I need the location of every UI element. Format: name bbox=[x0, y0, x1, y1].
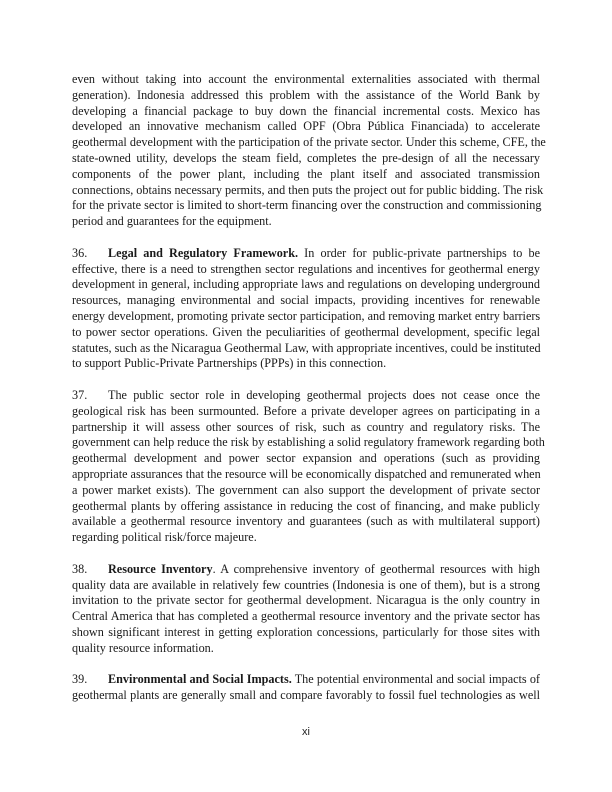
text-line: for the private sector is limited to short-term financing over the construction and commissioning bbox=[72, 198, 542, 213]
text-line: statutes, such as the Nicaragua Geothermal Law, with appropriate incentives, could be instituted bbox=[72, 340, 541, 355]
text-line: invitation to the private sector for geothermal development. Nicaragua is the only country in bbox=[72, 593, 540, 608]
text-line: geothermal plants by offering assistance in reducing the cost of financing, and make publicly bbox=[72, 498, 540, 513]
text-line: development in general, including appropriate laws and regulations on developing underground bbox=[72, 277, 540, 292]
text-line: a power market exists). The government can also support the development of private sector bbox=[72, 482, 540, 497]
text-run: . A comprehensive inventory of geothermal resources with high bbox=[212, 561, 540, 576]
text-line: state-owned utility, develops the steam field, completes the pre-design of all the necessary bbox=[72, 150, 540, 165]
text-line: partnership it will assess other sources of risk, such as country and regulatory risks. The bbox=[72, 419, 540, 434]
text-run: The public sector role in developing geothermal projects does not cease once the bbox=[108, 387, 540, 402]
text-line: geothermal development with the participation of the private sector. Under this scheme, CFE, the bbox=[72, 135, 546, 150]
paragraph-number: 39. bbox=[72, 672, 88, 687]
text-run: The potential environmental and social impacts of bbox=[291, 672, 540, 687]
text-line: resources, managing environmental and social impacts, providing incentives for renewable bbox=[72, 293, 540, 308]
text-line: Central America that has completed a geothermal resource inventory and the private sector has bbox=[72, 609, 540, 624]
text-line: to support Public-Private Partnerships (PPPs) in this connection. bbox=[72, 356, 387, 371]
paragraph-38 bbox=[72, 562, 540, 657]
paragraph-heading: Resource Inventory bbox=[108, 561, 213, 576]
paragraph-heading: Environmental and Social Impacts. bbox=[108, 672, 292, 687]
text-line: available a geothermal resource inventory and guarantees (such as with multilateral support) bbox=[72, 514, 540, 529]
text-line: developing a financial package to buy down the financial incremental costs. Mexico has bbox=[72, 103, 540, 118]
text-line: developed an innovative mechanism called OPF (Obra Pública Financiada) to accelerate bbox=[72, 119, 540, 134]
text-line: energy development, promoting private sector participation, and removing market entry barriers bbox=[72, 308, 541, 323]
paragraph-36 bbox=[72, 246, 540, 372]
text-line: generation). Indonesia addressed this problem with the assistance of the World Bank by bbox=[72, 87, 540, 102]
text-run: In order for public-private partnerships to be bbox=[298, 245, 540, 260]
paragraph-37 bbox=[72, 387, 545, 546]
text-line bbox=[72, 246, 540, 262]
text-line: even without taking into account the environmental externalities associated with thermal bbox=[72, 72, 540, 86]
text-line: government can help reduce the risk by establishing a solid regulatory framework regarding both bbox=[72, 435, 545, 450]
text-line: to power sector operations. Given the peculiarities of geothermal development, specific legal bbox=[72, 324, 540, 339]
text-line: geothermal plants are generally small and compare favorably to fossil fuel technologies as well bbox=[72, 688, 540, 703]
text-line bbox=[72, 672, 540, 688]
paragraph-number: 37. bbox=[72, 387, 88, 402]
text-line: appropriate assurances that the resource will be economically dispatched and remunerated when bbox=[72, 466, 541, 481]
text-line: effective, there is a need to strengthen sector regulations and incentives for geothermal energy bbox=[72, 261, 540, 276]
text-line: connections, obtains necessary permits, and then puts the project out for public bidding. The risk bbox=[72, 182, 544, 197]
text-line bbox=[72, 562, 540, 578]
text-line: quality data are available in relatively few countries (Indonesia is one of them), but is a strong bbox=[72, 577, 540, 592]
paragraph-heading: Legal and Regulatory Framework. bbox=[108, 245, 299, 260]
body-text bbox=[72, 72, 546, 720]
text-line: period and guarantees for the equipment. bbox=[72, 214, 272, 229]
paragraph-number: 36. bbox=[72, 245, 88, 260]
paragraph-number: 38. bbox=[72, 561, 88, 576]
paragraph-continuation bbox=[72, 72, 546, 230]
text-line: shown significant interest in getting exploration concessions, particularly for those sites with bbox=[72, 624, 540, 639]
page-number: xi bbox=[302, 726, 310, 738]
text-line: geothermal development and power sector expansion and operations (such as providing bbox=[72, 451, 540, 466]
text-line: quality resource information. bbox=[72, 640, 214, 655]
text-line bbox=[72, 388, 540, 404]
text-line: regarding political risk/force majeure. bbox=[72, 530, 257, 545]
paragraph-39 bbox=[72, 672, 540, 704]
text-line: geological risk has been surmounted. Before a private developer agrees on participating in a bbox=[72, 403, 540, 418]
text-line: components of the power plant, including the plant itself and associated transmission bbox=[72, 166, 540, 181]
